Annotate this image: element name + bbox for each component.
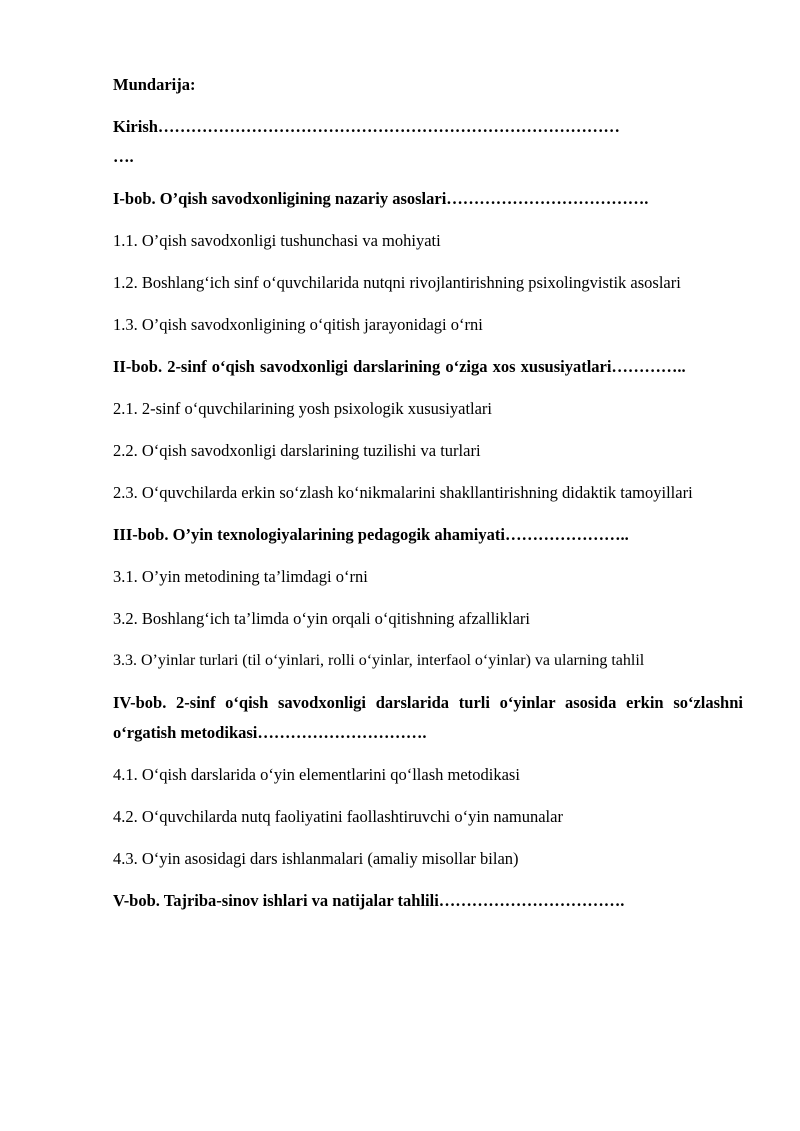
toc-item: 2.3. O‘quvchilarda erkin so‘zlash ko‘nikmalarini shakllantirishning didaktik tamoyillari [113, 483, 693, 502]
toc-item: 4.3. O‘yin asosidagi dars ishlanmalari (amaliy misollar bilan) [113, 849, 519, 868]
toc-intro-line: Kirish………………………………………………………………………… [113, 117, 620, 136]
chapter-heading: II-bob. 2-sinf o‘qish savodxonligi darslarining o‘ziga xos xususiyatlari………….. [113, 357, 686, 376]
toc-item: 4.1. O‘qish darslarida o‘yin elementlarini qo‘llash metodikasi [113, 765, 520, 784]
toc-item: 3.3. O’yinlar turlari (til o‘yinlari, rolli o‘yinlar, interfaol o‘yinlar) va ularning tahlil [113, 652, 645, 669]
chapter-heading: I-bob. O’qish savodxonligining nazariy asoslari………………………………. [113, 189, 649, 208]
toc-item: 1.2. Boshlang‘ich sinf o‘quvchilarida nutqni rivojlantirishning psixolingvistik asoslari [113, 273, 681, 292]
toc-item: 2.1. 2-sinf o‘quvchilarining yosh psixologik xususiyatlari [113, 399, 493, 418]
chapter-heading: IV-bob. 2-sinf o‘qish savodxonligi darslarida turli o‘yinlar asosida erkin so‘zlashni o‘rgatish metodikasi…………………………. [113, 693, 743, 742]
table-of-contents [113, 70, 743, 916]
chapter-heading: V-bob. Tajriba-sinov ishlari va natijalar tahlili……………………………. [113, 891, 625, 910]
toc-item: 3.1. O’yin metodining ta’limdagi o‘rni [113, 567, 368, 586]
toc-title: Mundarija: [113, 75, 196, 94]
toc-item: 3.2. Boshlang‘ich ta’limda o‘yin orqali o‘qitishning afzalliklari [113, 609, 530, 628]
toc-item: 1.3. O’qish savodxonligining o‘qitish jarayonidagi o‘rni [113, 315, 483, 334]
toc-item: 4.2. O‘quvchilarda nutq faoliyatini faollashtiruvchi o‘yin namunalar [113, 807, 563, 826]
toc-item: 1.1. O’qish savodxonligi tushunchasi va mohiyati [113, 231, 441, 250]
toc-intro-continuation: …. [113, 147, 134, 166]
toc-item: 2.2. O‘qish savodxonligi darslarining tuzilishi va turlari [113, 441, 481, 460]
chapter-heading: III-bob. O’yin texnologiyalarining pedagogik ahamiyati………………….. [113, 525, 629, 544]
